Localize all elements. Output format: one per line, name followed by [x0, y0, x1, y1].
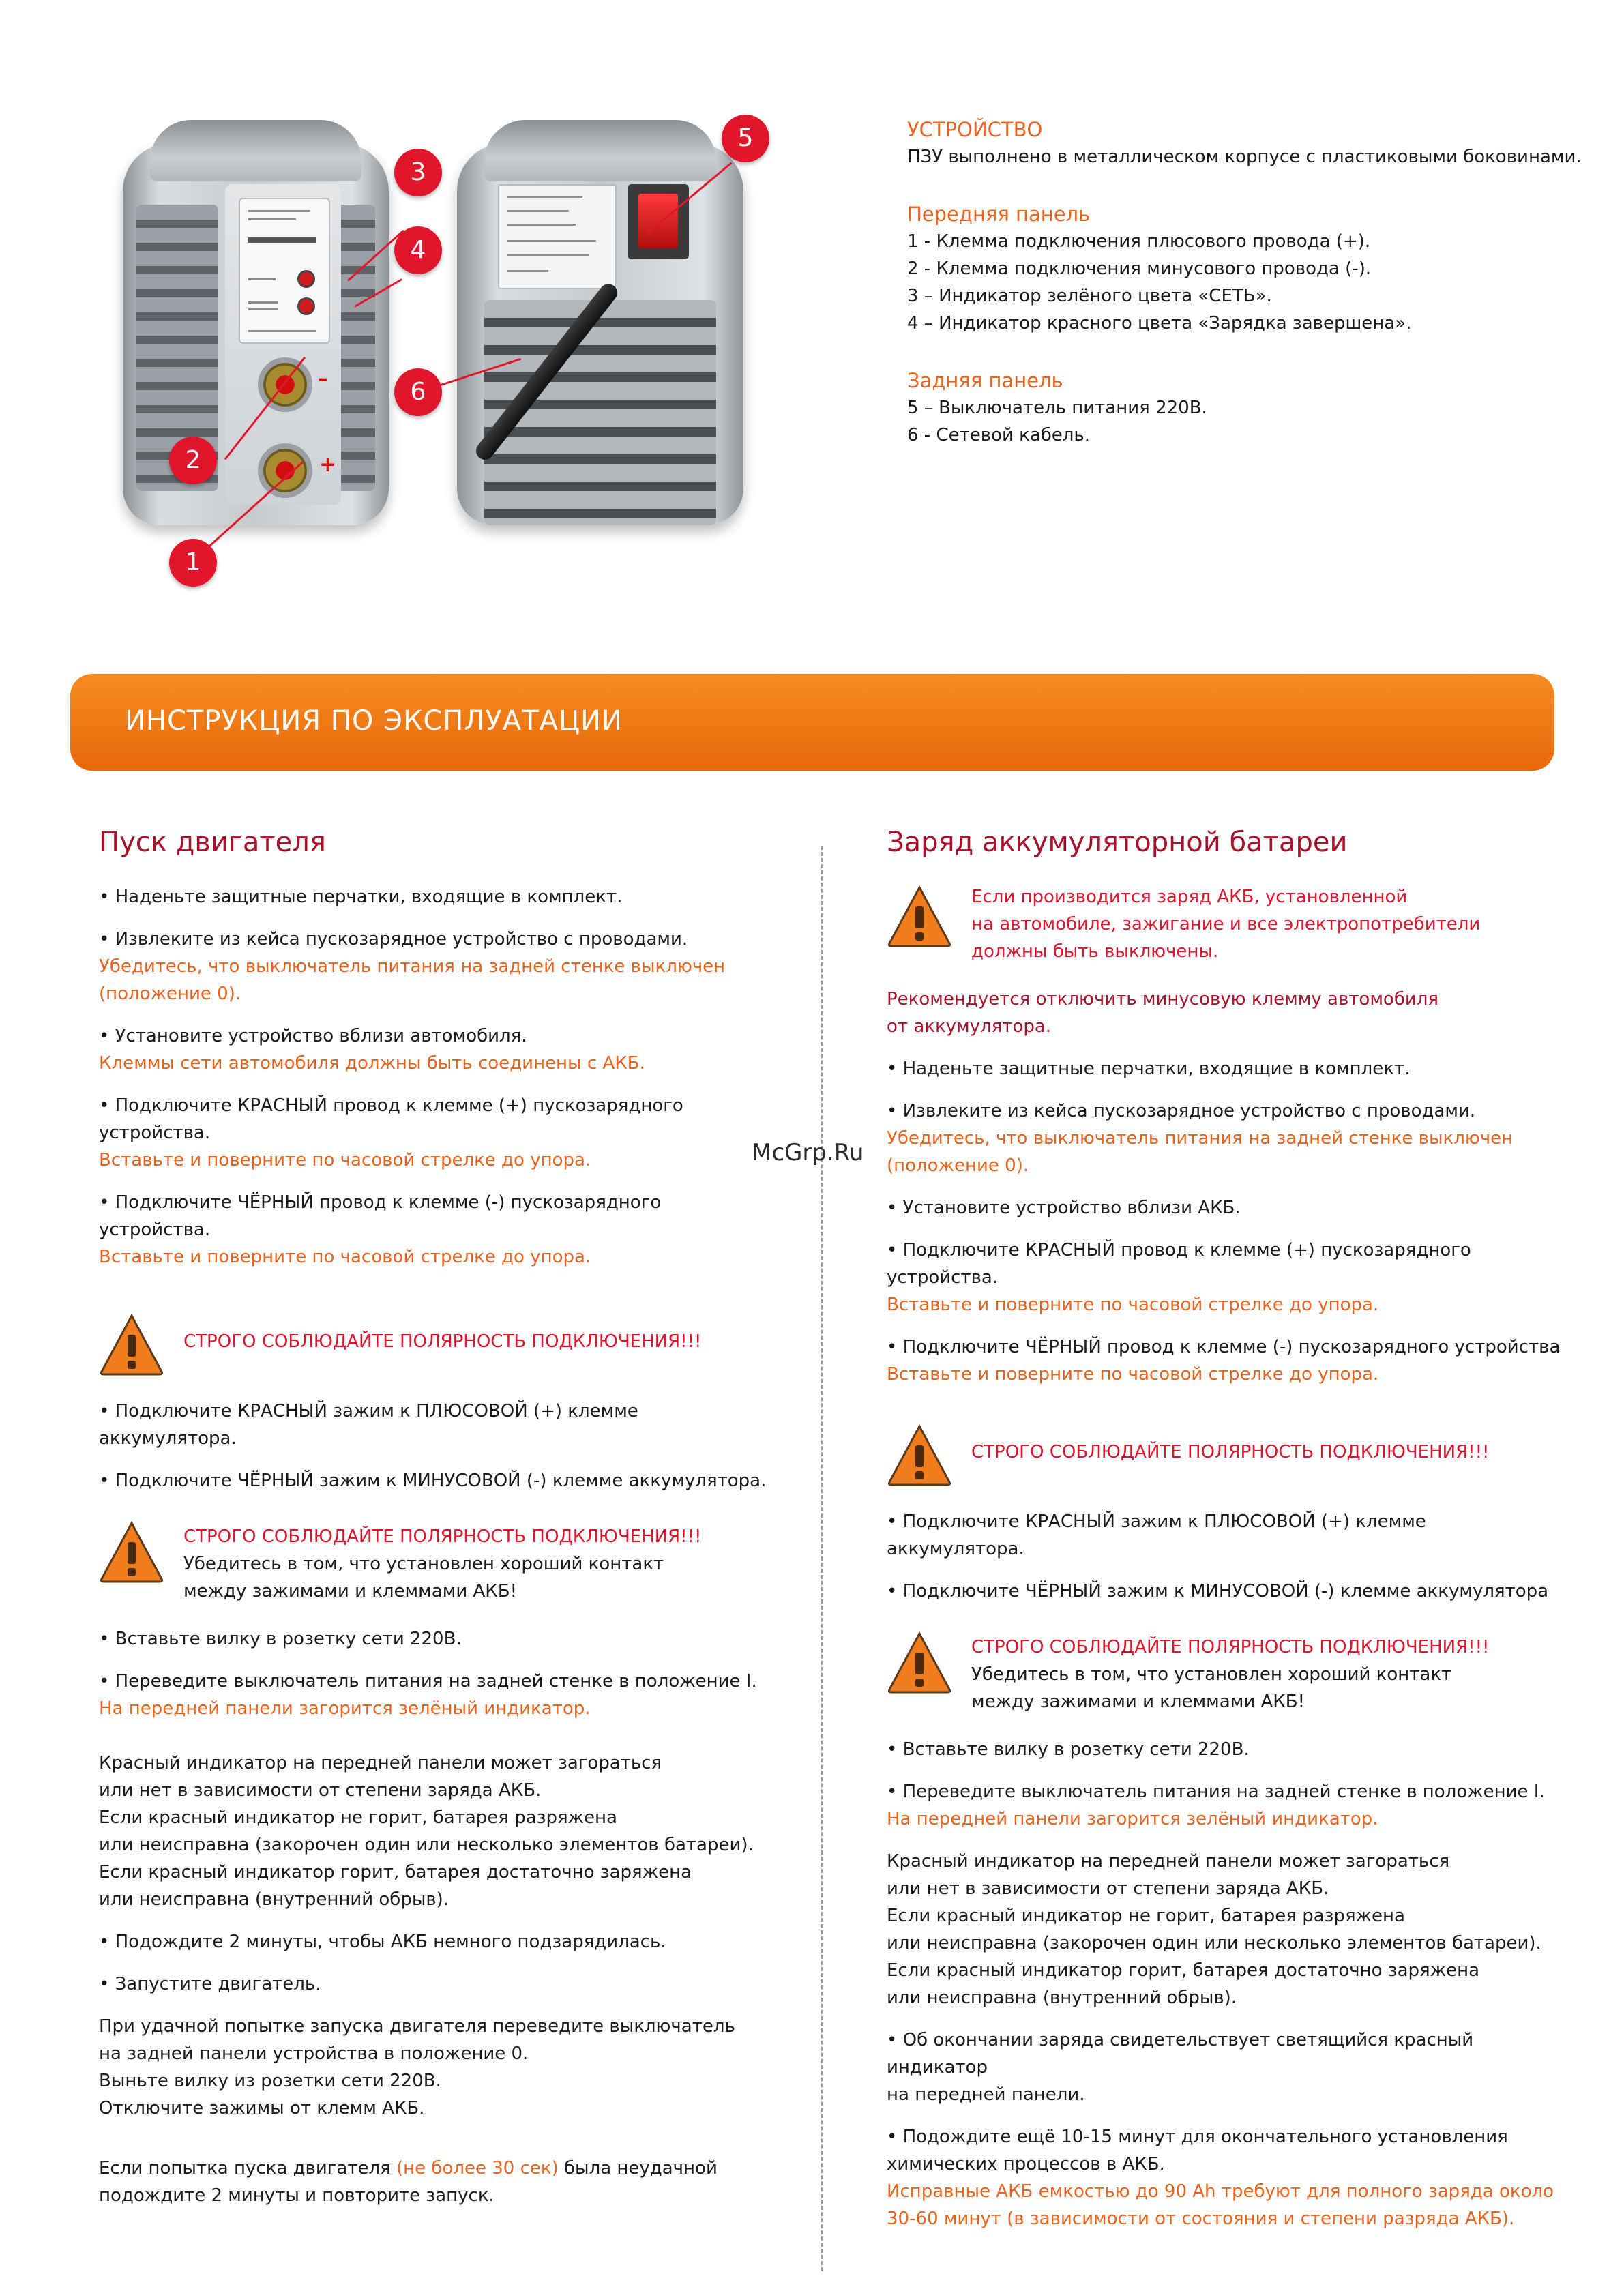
front-item: 4 – Индикатор красного цвета «Зарядка завершена».	[907, 313, 1412, 334]
device-text: ПЗУ выполнено в металлическом корпусе с пластиковыми боковинами.	[907, 147, 1582, 167]
watermark: McGrp.Ru	[752, 1139, 864, 1166]
indicator-explanation: Красный индикатор на передней панели может загораться или нет в зависимости от степени заряда АКБ. Если красный индикатор не горит, батарея разряжена или неисправна (закорочен один или несколько элементов батареи). Если красный индикатор горит, батарея достаточно заряжена или неисправна (внутренний обрыв).	[887, 1851, 1541, 2008]
power-switch-housing	[628, 184, 689, 259]
rear-item: 5 – Выключатель питания 220В.	[907, 398, 1207, 418]
column-divider	[821, 846, 823, 2271]
step: • Подключите ЧЁРНЫЙ зажим к МИНУСОВОЙ (-) клемме аккумулятора	[887, 1581, 1549, 1601]
step: • Вставьте вилку в розетку сети 220В.	[99, 1629, 462, 1649]
device-description	[907, 116, 1589, 449]
step: • Наденьте защитные перчатки, входящие в комплект.	[887, 1059, 1411, 1079]
device-illustration	[116, 109, 798, 600]
front-item: 2 - Клемма подключения минусового провода (-).	[907, 259, 1372, 279]
rear-item: 6 - Сетевой кабель.	[907, 425, 1091, 445]
step: • Подключите ЧЁРНЫЙ провод к клемме (-) пускозарядного устройства. Вставьте и поверните по часовой стрелке до упора.	[99, 1192, 662, 1267]
step: • Наденьте защитные перчатки, входящие в комплект.	[99, 887, 623, 907]
front-label-plate	[239, 198, 330, 344]
step: • Извлеките из кейса пускозарядное устройство с проводами. Убедитесь, что выключатель питания на задней стенке выключен (положение 0).	[887, 1101, 1514, 1176]
minus-sign: –	[318, 367, 328, 391]
front-item: 3 – Индикатор зелёного цвета «СЕТЬ».	[907, 286, 1272, 306]
step: • Подключите КРАСНЫЙ зажим к ПЛЮСОВОЙ (+) клемме аккумулятора.	[99, 1401, 638, 1449]
banner-title: ИНСТРУКЦИЯ ПО ЭКСПЛУАТАЦИИ	[125, 705, 623, 737]
callout-3: 3	[394, 149, 442, 196]
power-switch-icon	[638, 194, 678, 248]
step: • Вставьте вилку в розетку сети 220В.	[887, 1739, 1250, 1760]
step: • Подключите КРАСНЫЙ зажим к ПЛЮСОВОЙ (+) клемме аккумулятора.	[887, 1511, 1426, 1559]
step: • Подождите 2 минуты, чтобы АКБ немного подзарядилась.	[99, 1932, 666, 1952]
warning-triangle-icon	[99, 1312, 164, 1377]
step: • Об окончании заряда свидетельствует светящийся красный индикатор на передней панели.	[887, 2030, 1474, 2105]
retry-paragraph: Если попытка пуска двигателя (не более 30 сек) была неудачной подождите 2 минуты и повторите запуск.	[99, 2158, 718, 2206]
step: • Подождите ещё 10-15 минут для окончательного установления химических процессов в АКБ. Исправные АКБ емкостью до 90 Ah требуют для полного заряда около 30-60 минут (в зависимости от состояния и степени разряда АКБ).	[887, 2127, 1554, 2229]
warning-triangle-icon	[887, 1629, 952, 1695]
callout-1: 1	[169, 539, 217, 587]
callout-5: 5	[722, 115, 769, 162]
device-front-view	[123, 143, 389, 525]
contact-warning: СТРОГО СОБЛЮДАЙТЕ ПОЛЯРНОСТЬ ПОДКЛЮЧЕНИЯ!!! Убедитесь в том, что установлен хороший контакт между зажимами и клеммами АКБ!	[99, 1519, 767, 1605]
engine-start-title: Пуск двигателя	[99, 827, 326, 858]
battery-charge-section	[887, 829, 1569, 2247]
step: • Подключите ЧЁРНЫЙ провод к клемме (-) пускозарядного устройства Вставьте и поверните по часовой стрелке до упора.	[887, 1337, 1561, 1385]
front-panel-heading: Передняя панель	[907, 203, 1091, 226]
rear-label-plate	[498, 184, 617, 289]
step: • Подключите ЧЁРНЫЙ зажим к МИНУСОВОЙ (-) клемме аккумулятора.	[99, 1471, 767, 1491]
callout-4: 4	[394, 226, 442, 274]
polarity-warning: СТРОГО СОБЛЮДАЙТЕ ПОЛЯРНОСТЬ ПОДКЛЮЧЕНИЯ!!!	[99, 1312, 767, 1377]
contact-warning: СТРОГО СОБЛЮДАЙТЕ ПОЛЯРНОСТЬ ПОДКЛЮЧЕНИЯ!!! Убедитесь в том, что установлен хороший контакт между зажимами и клеммами АКБ!	[887, 1629, 1569, 1715]
front-item: 1 - Клемма подключения плюсового провода (+).	[907, 231, 1371, 252]
warning-triangle-icon	[99, 1519, 164, 1584]
step: • Подключите КРАСНЫЙ провод к клемме (+) пускозарядного устройства. Вставьте и поверните по часовой стрелке до упора.	[887, 1240, 1471, 1315]
device-handle	[150, 120, 361, 181]
warning-triangle-icon	[887, 883, 952, 949]
callout-6: 6	[394, 368, 442, 416]
rear-panel-heading: Задняя панель	[907, 369, 1063, 392]
after-start-paragraph: При удачной попытке запуска двигателя переведите выключатель на задней панели устройства в положение 0. Выньте вилку из розетки сети 220В. Отключите зажимы от клемм АКБ.	[99, 2016, 735, 2118]
network-indicator-icon	[297, 270, 315, 288]
charge-complete-indicator-icon	[297, 297, 315, 315]
vehicle-charge-warning: Если производится заряд АКБ, установленной на автомобиле, зажигание и все электропотребители должны быть выключены.	[887, 883, 1569, 965]
warning-triangle-icon	[887, 1422, 952, 1488]
battery-charge-title: Заряд аккумуляторной батареи	[887, 827, 1348, 858]
plus-terminal-icon	[263, 449, 307, 492]
polarity-warning: СТРОГО СОБЛЮДАЙТЕ ПОЛЯРНОСТЬ ПОДКЛЮЧЕНИЯ!!!	[887, 1422, 1569, 1488]
step: • Запустите двигатель.	[99, 1974, 321, 1994]
recommendation: Рекомендуется отключить минусовую клемму автомобиля от аккумулятора.	[887, 989, 1439, 1037]
step: • Извлеките из кейса пускозарядное устройство с проводами. Убедитесь, что выключатель питания на задней стенке выключен (положение 0).	[99, 929, 726, 1004]
step: • Переведите выключатель питания на задней стенке в положение I. На передней панели загорится зелёный индикатор.	[99, 1671, 757, 1719]
plus-sign: +	[319, 453, 337, 477]
step: • Установите устройство вблизи автомобиля. Клеммы сети автомобиля должны быть соединены с АКБ.	[99, 1026, 645, 1074]
callout-2: 2	[169, 437, 217, 484]
device-heading: УСТРОЙСТВО	[907, 118, 1043, 141]
device-rear-view	[457, 143, 743, 525]
engine-start-section	[99, 829, 767, 2224]
instructions-banner	[70, 674, 1554, 771]
front-panel	[225, 184, 341, 505]
step: • Подключите КРАСНЫЙ провод к клемме (+) пускозарядного устройства. Вставьте и поверните по часовой стрелке до упора.	[99, 1095, 683, 1170]
indicator-explanation: Красный индикатор на передней панели может загораться или нет в зависимости от степени заряда АКБ. Если красный индикатор не горит, батарея разряжена или неисправна (закорочен один или несколько элементов батареи). Если красный индикатор горит, батарея достаточно заряжена или неисправна (внутренний обрыв).	[99, 1753, 754, 1910]
device-handle-rear	[484, 120, 716, 181]
step: • Переведите выключатель питания на задней стенке в положение I. На передней панели загорится зелёный индикатор.	[887, 1782, 1545, 1829]
step: • Установите устройство вблизи АКБ.	[887, 1198, 1241, 1218]
